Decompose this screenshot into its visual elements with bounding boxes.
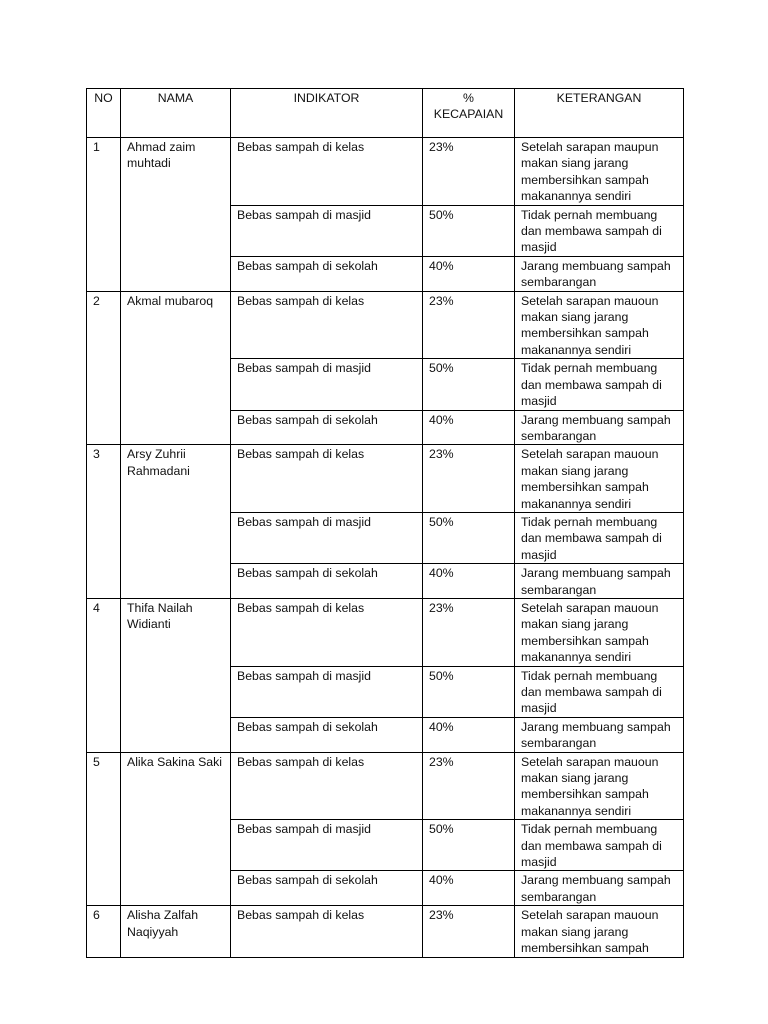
keterangan-cell: Setelah sarapan mauoun makan siang jarang membersihkan sampah makanannya sendiri	[515, 598, 684, 666]
kecapaian-cell: 40%	[423, 717, 515, 752]
header-no: NO	[87, 89, 121, 138]
keterangan-cell: Tidak pernah membuang dan membawa sampah di masjid	[515, 666, 684, 717]
indikator-cell: Bebas sampah di kelas	[231, 752, 423, 820]
keterangan-cell: Setelah sarapan mauoun makan siang jarang membersihkan sampah makanannya sendiri	[515, 291, 684, 359]
keterangan-cell: Tidak pernah membuang dan membawa sampah di masjid	[515, 359, 684, 410]
student-name: Akmal mubaroq	[121, 291, 231, 445]
indikator-cell: Bebas sampah di masjid	[231, 359, 423, 410]
keterangan-cell: Setelah sarapan mauoun makan siang jarang membersihkan sampah makanannya sendiri	[515, 445, 684, 513]
table-row	[87, 291, 684, 359]
kecapaian-cell: 23%	[423, 291, 515, 359]
header-indikator: INDIKATOR	[231, 89, 423, 138]
keterangan-cell: Setelah sarapan mauoun makan siang jarang membersihkan sampah	[515, 906, 684, 957]
kecapaian-cell: 23%	[423, 906, 515, 957]
keterangan-cell: Tidak pernah membuang dan membawa sampah di masjid	[515, 512, 684, 563]
indikator-cell: Bebas sampah di sekolah	[231, 410, 423, 445]
student-name: Alisha Zalfah Naqiyyah	[121, 906, 231, 957]
table-row	[87, 598, 684, 666]
keterangan-cell: Jarang membuang sampah sembarangan	[515, 256, 684, 291]
kecapaian-cell: 40%	[423, 410, 515, 445]
keterangan-cell: Jarang membuang sampah sembarangan	[515, 410, 684, 445]
indikator-cell: Bebas sampah di masjid	[231, 205, 423, 256]
student-name: Ahmad zaim muhtadi	[121, 138, 231, 292]
keterangan-cell: Setelah sarapan maupun makan siang jarang membersihkan sampah makanannya sendiri	[515, 138, 684, 206]
table-header-row	[87, 89, 684, 138]
kecapaian-cell: 23%	[423, 138, 515, 206]
kecapaian-cell: 40%	[423, 871, 515, 906]
student-name: Alika Sakina Saki	[121, 752, 231, 906]
indikator-cell: Bebas sampah di masjid	[231, 820, 423, 871]
table-row	[87, 138, 684, 206]
student-no: 1	[87, 138, 121, 292]
kecapaian-cell: 50%	[423, 512, 515, 563]
kecapaian-cell: 23%	[423, 445, 515, 513]
indikator-cell: Bebas sampah di sekolah	[231, 717, 423, 752]
kecapaian-cell: 50%	[423, 820, 515, 871]
header-kecapaian: % KECAPAIAN	[423, 89, 515, 138]
kecapaian-cell: 50%	[423, 666, 515, 717]
keterangan-cell: Jarang membuang sampah sembarangan	[515, 871, 684, 906]
indikator-cell: Bebas sampah di sekolah	[231, 564, 423, 599]
student-name: Thifa Nailah Widianti	[121, 598, 231, 752]
indikator-cell: Bebas sampah di kelas	[231, 138, 423, 206]
indikator-cell: Bebas sampah di sekolah	[231, 256, 423, 291]
student-no: 3	[87, 445, 121, 599]
table-row	[87, 752, 684, 820]
indikator-cell: Bebas sampah di masjid	[231, 666, 423, 717]
table-row	[87, 445, 684, 513]
header-keterangan: KETERANGAN	[515, 89, 684, 138]
keterangan-cell: Tidak pernah membuang dan membawa sampah di masjid	[515, 820, 684, 871]
student-no: 6	[87, 906, 121, 957]
student-no: 5	[87, 752, 121, 906]
indikator-cell: Bebas sampah di masjid	[231, 512, 423, 563]
keterangan-cell: Jarang membuang sampah sembarangan	[515, 564, 684, 599]
student-no: 4	[87, 598, 121, 752]
keterangan-cell: Jarang membuang sampah sembarangan	[515, 717, 684, 752]
indikator-cell: Bebas sampah di kelas	[231, 598, 423, 666]
header-nama: NAMA	[121, 89, 231, 138]
indikator-cell: Bebas sampah di kelas	[231, 291, 423, 359]
kecapaian-cell: 40%	[423, 256, 515, 291]
kecapaian-cell: 40%	[423, 564, 515, 599]
indikator-cell: Bebas sampah di kelas	[231, 445, 423, 513]
table-row	[87, 906, 684, 957]
keterangan-cell: Setelah sarapan mauoun makan siang jarang membersihkan sampah makanannya sendiri	[515, 752, 684, 820]
student-no: 2	[87, 291, 121, 445]
kecapaian-cell: 50%	[423, 359, 515, 410]
kecapaian-cell: 23%	[423, 752, 515, 820]
keterangan-cell: Tidak pernah membuang dan membawa sampah di masjid	[515, 205, 684, 256]
kecapaian-cell: 50%	[423, 205, 515, 256]
achievement-table	[86, 88, 684, 958]
student-name: Arsy Zuhrii Rahmadani	[121, 445, 231, 599]
kecapaian-cell: 23%	[423, 598, 515, 666]
indikator-cell: Bebas sampah di sekolah	[231, 871, 423, 906]
indikator-cell: Bebas sampah di kelas	[231, 906, 423, 957]
